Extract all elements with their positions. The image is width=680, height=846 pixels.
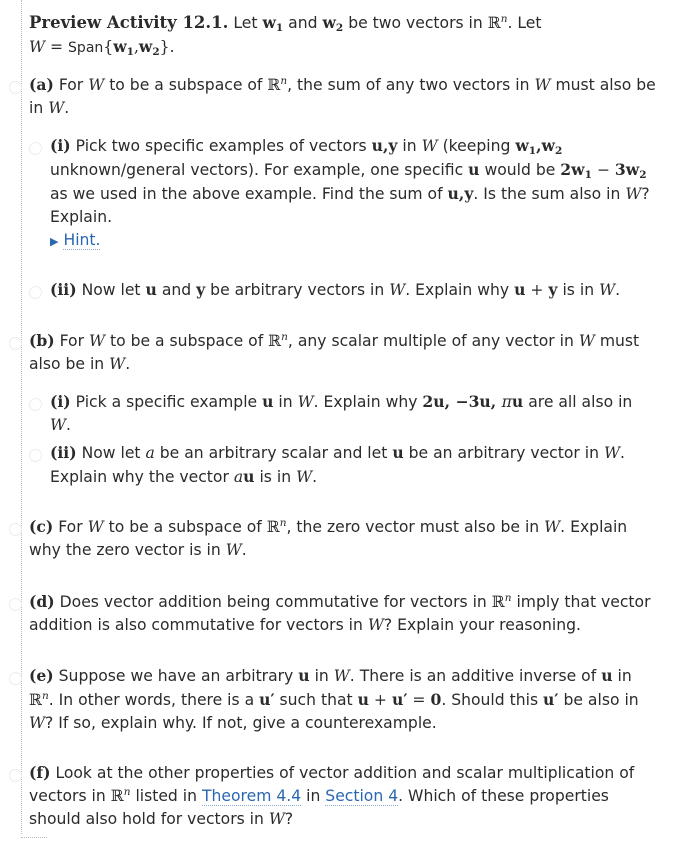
task-b-i: (i) Pick a specific example u in W. Explain why 2u, −3u, πu are all also in W. [50,392,633,434]
hint-toggle[interactable] [50,229,100,253]
disclosure-triangle-icon: ▶ [50,235,59,248]
theorem-link[interactable]: Theorem 4.4 [201,787,302,805]
task-marker-icon [29,449,42,462]
task-f: (f) Look at the other properties of vector addition and scalar multiplication of vectors in ℝ$^n$ listed in Theorem 4.4 in Section 4. Which of these properties should also hold for vectors in W? [29,763,635,828]
task-a-i: (i) Pick two specific examples of vectors u,y in W (keeping $w_1,w_2$ unknown/general vectors). For example, one specific u would be $2w_1 - 3w_2$ as we used in the above example. Find the sum of u,y. Is the sum also in W? Explain. ▶ Hint. [50,134,650,253]
task-marker-icon [9,337,22,350]
task-marker-icon [9,769,22,782]
task-a-ii: (ii) Now let u and y be arbitrary vectors in W. Explain why u + y is in W. [50,280,621,299]
task-marker-icon [29,398,42,411]
activity-title: Preview Activity 12.1. [29,13,229,32]
task-marker-icon [9,523,22,536]
task-marker-icon [9,598,22,611]
task-b: (b) For W to be a subspace of ℝ$^n$, any scalar multiple of any vector in W must also be in W. [29,331,640,373]
task-e: (e) Suppose we have an arbitrary u in W. There is an additive inverse of u in ℝ$^n$. In other words, there is a u′ such that u + u′ = 0. Should this u′ be also in W? If so, explain why. If not, give a counterexample. [29,666,639,732]
activity-container [21,0,672,834]
section-link[interactable]: Section 4 [325,787,399,805]
task-marker-icon [29,142,42,155]
task-marker-icon [9,81,22,94]
task-marker-icon [9,672,22,685]
task-a: (a) For W to be a subspace of ℝ$^n$, the sum of any two vectors in W must also be in W. [29,75,656,117]
task-b-ii: (ii) Now let a be an arbitrary scalar and let u be an arbitrary vector in W. Explain why the vector au is in W. [50,443,625,486]
hint-link[interactable]: Hint. [63,231,101,249]
task-c: (c) For W to be a subspace of ℝ$^n$, the zero vector must also be in W. Explain why the zero vector is in W. [29,517,628,559]
task-d: (d) Does vector addition being commutative for vectors in ℝ$^n$ imply that vector addition is also commutative for vectors in W? Explain your reasoning. [29,592,651,634]
activity-intro: Preview Activity 12.1. Let $w_1$ and $w_2$ be two vectors in ℝ$^n$. Let $W = Span\{w_1,w_2\}$. [29,13,542,58]
task-marker-icon [29,286,42,299]
